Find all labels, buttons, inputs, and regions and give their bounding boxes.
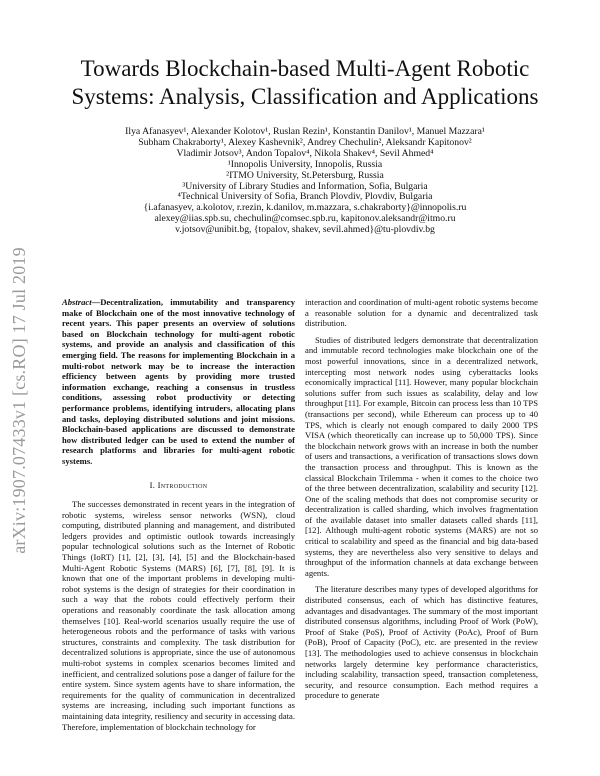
arxiv-identifier-stamp	[2, 190, 36, 610]
abstract-text: —Decentralization, immutability and transparency make of Blockchain one of the most innovative technology of recent years. This paper presents an overview of solutions based on Blockchain technology for multi-agent robotic systems, and provide an analysis and classification of this emerging field. The reasons for implementing Blockchain in a multi-robot network may be to increase the interaction efficiency between agents by providing more trusted information exchange, reaching a consensus in trustless conditions, assessing robot productivity or detecting performance problems, identifying intruders, allocating plans and tasks, deploying distributed solutions and joint missions. Blockchain-based applications are discussed to demonstrate how distributed ledger can be used to extend the number of research platforms and libraries for multi-agent robotic systems.	[62, 297, 295, 466]
right-column	[305, 297, 538, 707]
author-line: Vladimir Jotsov³, Andon Topalov⁴, Nikola Shakev⁴, Sevil Ahmed⁴	[176, 147, 434, 159]
section-heading-introduction	[62, 480, 295, 491]
author-line: Subham Chakraborty¹, Alexey Kashevnik², Andrey Chechulin², Aleksandr Kapitonov²	[138, 136, 472, 148]
email-line: alexey@iias.spb.su, chechulin@comsec.spb.ru, kapitonov.aleksandr@itmo.ru	[154, 213, 456, 225]
paragraph: The successes demonstrated in recent years in the integration of robotic systems, wireless sensor networks (WSN), cloud computing, distributed planning and management, and distributed ledgers provides and optimistic outlook towards increasingly popular technological solutions such as the Internet of Robotic Things (IoRT) [1], [2], [3], [4], [5] and the Blockchain-based Multi-Agent Robotic Systems (MARS) [6], [7], [8], [9]. It is known that one of the important problems in developing multi-robot systems is the design of strategies for their coordination in such a way that the robots could effectively perform their operations and reasonably coordinate the task allocation among themselves [10]. Real-world scenarios usually require the use of heterogeneous robots and the performance of tasks with various structures, constraints and complexity. The task distribution for decentralized solutions is appropriate, since the use of autonomous multi-robot systems in complex scenarios becomes limited and inefficient, and centralized solutions pose a danger of failure for the entire system. Since system agents have to share information, the requirements for the quality of communication in decentralized systems are increasing, including such important functions as maintaining data integrity, resiliency and security in accessing data. Therefore, implementation of blockchain technology for	[62, 499, 295, 732]
author-line: Ilya Afanasyev¹, Alexander Kolotov¹, Ruslan Rezin¹, Konstantin Danilov¹, Manuel Mazzara¹	[125, 126, 485, 137]
email-line: v.jotsov@unibit.bg, {topalov, shakev, sevil.ahmed}@tu-plovdiv.bg	[175, 224, 435, 236]
left-column	[62, 297, 295, 738]
author-block	[60, 127, 550, 236]
paragraph: The literature describes many types of developed algorithms for distributed consensus, each of which has distinctive features, advantages and disadvantages. The summary of the most important distributed consensus algorithms, including Proof of Work (PoW), Proof of Stake (PoS), Proof of Activity (PoAc), Proof of Burn (PoB), Proof of Capacity (PoC), etc. are presented in the review [13]. The methodologies used to achieve consensus in blockchain networks largely determine key performance characteristics, including scalability, transaction speed, transaction completeness, security, and resource consumption. Each method requires a procedure to generate	[305, 584, 538, 701]
affiliation-line: ⁴Technical University of Sofia, Branch Plovdiv, Plovdiv, Bulgaria	[177, 191, 433, 203]
arxiv-identifier-text: arXiv:1907.07433v1 [cs.RO] 17 Jul 2019	[8, 246, 29, 554]
section-title: Introduction	[157, 479, 208, 490]
email-line: {i.afanasyev, a.kolotov, r.rezin, k.danilov, m.mazzara, s.chakraborty}@innopolis.ru	[143, 202, 467, 214]
affiliation-line: ³University of Library Studies and Information, Sofia, Bulgaria	[182, 180, 428, 192]
affiliation-line: ²ITMO University, St.Petersburg, Russia	[226, 169, 384, 181]
section-numeral: I.	[149, 479, 156, 490]
paper-title	[55, 55, 555, 111]
title-line-1: Towards Blockchain-based Multi-Agent Robotic	[80, 56, 530, 81]
paragraph: Studies of distributed ledgers demonstrate that decentralization and immutable record technologies make blockchain one of the most powerful innovations, since in a decentralized network, intercepting most network nodes using cyberattacks looks economically impractical [11]. However, many popular blockchain solutions suffer from such issues as scalability, delay and low throughput [11]. For example, Bitcoin can process less than 10 TPS (transactions per second), while Ethereum can process up to 40 TPS, which is clearly not enough compared to daily 2000 TPS VISA (which theoretically can increase up to 50,000 TPS). Since the blockchain network grows with an increase in both the number of users and transactions, a verification of transactions slows down the transaction process and throughput. This is known as the classical Blockchain Trilemma - when it comes to the choice two of the three between decentralization, scalability and security [12]. One of the scaling methods that does not compromise security or decentralization is called sharding, which involves fragmentation of the available dataset into smaller datasets called shards [11], [12]. Although multi-agent robotic systems (MARS) are not so critical to scalability and speed as the financial and big data-based systems, they are nevertheless also very sensitive to delays and throughput of the information channels at data exchange between agents.	[305, 334, 538, 578]
paragraph: interaction and coordination of multi-agent robotic systems become a reasonable solution for a dynamic and decentralized task distribution.	[305, 297, 538, 329]
affiliation-line: ¹Innopolis University, Innopolis, Russia	[227, 158, 383, 170]
title-line-2: Systems: Analysis, Classification and Applications	[71, 84, 539, 109]
abstract-label: Abstract	[62, 297, 92, 307]
abstract	[62, 297, 295, 467]
